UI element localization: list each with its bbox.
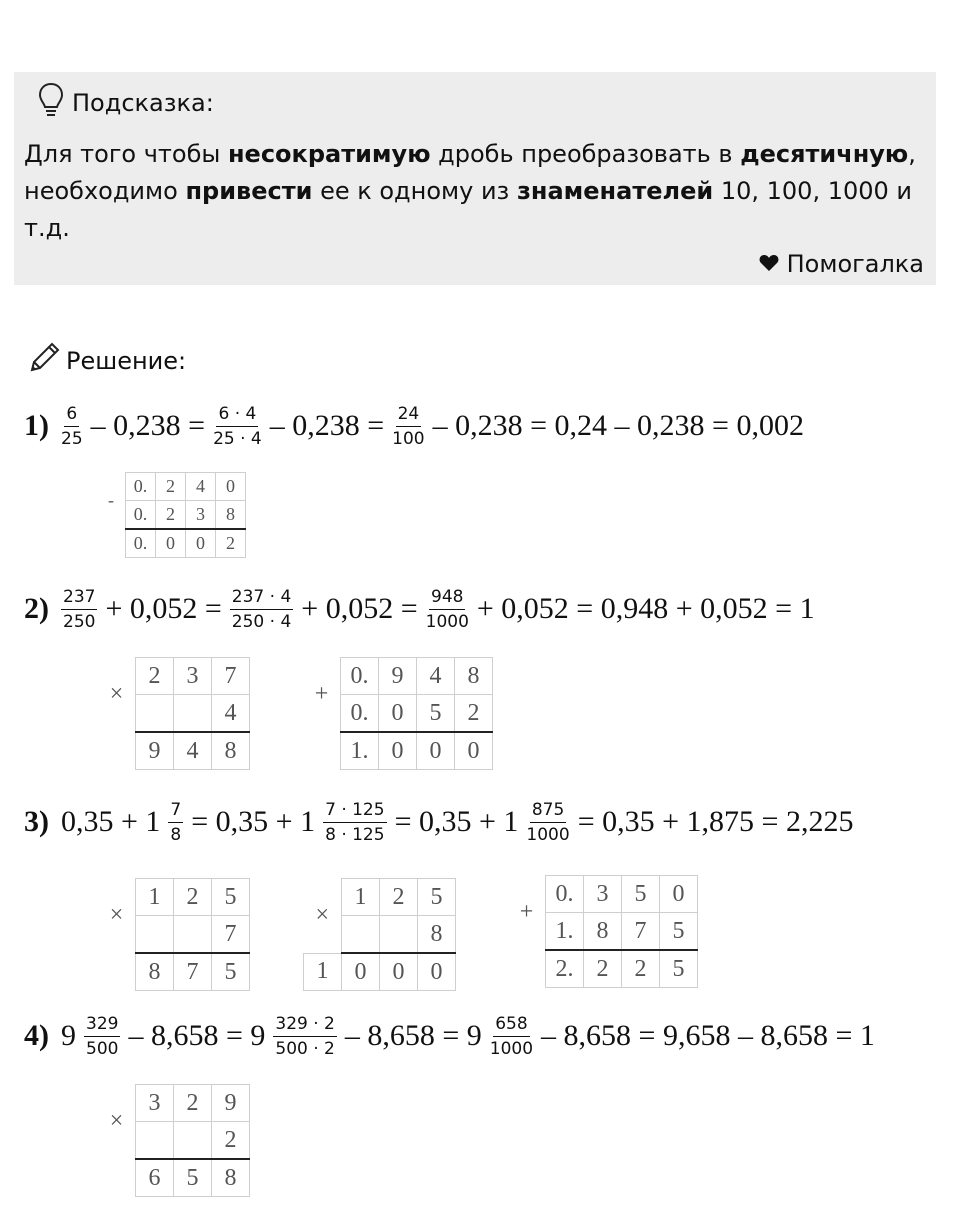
hint-keyword: привести (185, 177, 313, 205)
expression-text: 9 (61, 1019, 76, 1052)
calc-cell: 4 (212, 695, 250, 733)
calc-cell: 3 (584, 876, 622, 913)
calc-cell: 0 (379, 732, 417, 770)
expression-text: – 0,238 = (90, 409, 206, 442)
hint-text-run: , (908, 140, 916, 168)
task-number: 2) (24, 592, 49, 625)
expression-text: = 0,35 + 1 (394, 805, 519, 838)
fraction-denominator: 500 (86, 1038, 119, 1059)
calc-cell: 7 (212, 658, 250, 695)
calc-cell: 0. (126, 473, 156, 501)
fraction-numerator: 329 · 2 (273, 1014, 336, 1037)
fraction-denominator: 8 · 125 (325, 824, 385, 845)
hint-text-run: т.д. (24, 214, 70, 242)
calc-cell: 0. (126, 529, 156, 558)
hint-line (24, 136, 924, 173)
solution-header (26, 340, 186, 382)
fraction-numerator: 7 (168, 800, 183, 823)
hint-text-run: дробь преобразовать в (430, 140, 741, 168)
fraction (392, 404, 424, 449)
fraction-denominator: 1000 (526, 824, 570, 845)
operation-sign: + (303, 658, 341, 733)
calc-row (98, 879, 250, 916)
task-number: 1) (24, 409, 49, 442)
calc-cell: 0 (417, 732, 455, 770)
calc-cell (380, 916, 418, 954)
calc-cell (303, 732, 341, 770)
calc-cell: 1. (546, 913, 584, 951)
hint-keyword: знаменателей (516, 177, 714, 205)
calc-table-1 (97, 472, 246, 558)
operation-sign: × (98, 879, 136, 954)
calc-cell: 9 (212, 1085, 250, 1122)
expression-text: – 8,658 = 9 (344, 1019, 482, 1052)
hint-text (24, 136, 924, 247)
hint-text-run: 10, 100, 1000 и (713, 177, 912, 205)
calc-row (98, 1085, 250, 1122)
expression-text: = 0,35 + 1 (191, 805, 316, 838)
fraction-numerator: 948 (429, 587, 465, 610)
calc-cell: 5 (417, 695, 455, 733)
fraction (61, 587, 97, 632)
calc-cell: 8 (455, 658, 493, 695)
operation-sign: × (304, 879, 342, 954)
calc-table-4 (98, 878, 250, 991)
calc-cell: 5 (212, 953, 250, 991)
expression-text: – 8,658 = 9,658 – 8,658 = 1 (541, 1019, 875, 1052)
hint-keyword: десятичную (740, 140, 909, 168)
calc-cell: 8 (418, 916, 456, 954)
expression-text: 0,35 + 1 (61, 805, 161, 838)
fraction-numerator: 329 (84, 1014, 120, 1037)
operation-sign: × (98, 1085, 136, 1160)
fraction-numerator: 6 (64, 404, 79, 427)
expression-text: + 0,052 = 0,948 + 0,052 = 1 (476, 592, 815, 625)
fraction-denominator: 250 (63, 611, 96, 632)
fraction-denominator: 250 · 4 (231, 611, 292, 632)
operation-sign: + (508, 876, 546, 951)
calc-cell: 0 (455, 732, 493, 770)
calc-cell (98, 732, 136, 770)
calc-cell: 8 (212, 1159, 250, 1197)
heart-icon (759, 250, 779, 278)
calc-cell: 0. (341, 658, 379, 695)
calc-row (304, 953, 456, 991)
calc-cell: 0 (418, 953, 456, 991)
hint-text-run: Для того чтобы (24, 140, 228, 168)
calc-table-2 (98, 657, 250, 770)
expression-text: = 0,35 + 1,875 = 2,225 (577, 805, 854, 838)
calc-cell: 0 (660, 876, 698, 913)
calc-cell: 4 (417, 658, 455, 695)
fraction-numerator: 237 · 4 (230, 587, 293, 610)
fraction-numerator: 7 · 125 (323, 800, 386, 823)
lightbulb-icon (38, 82, 64, 124)
fraction (323, 800, 386, 845)
calc-cell: 7 (174, 953, 212, 991)
pencil-icon (26, 340, 62, 382)
hint-text-run: необходимо (24, 177, 186, 205)
brand-label: Помогалка (786, 250, 924, 278)
calc-cell: 2 (156, 473, 186, 501)
fraction (526, 800, 569, 845)
calc-cell (136, 695, 174, 733)
calc-cell: 4 (174, 732, 212, 770)
fraction (213, 404, 262, 449)
task-number: 4) (24, 1019, 49, 1052)
operation-sign: × (98, 658, 136, 733)
calc-cell (174, 695, 212, 733)
calc-cell: 5 (622, 876, 660, 913)
calc-cell: 0 (342, 953, 380, 991)
expression-text: + 0,052 = (105, 592, 222, 625)
calc-cell: 0 (380, 953, 418, 991)
calc-cell (174, 1122, 212, 1160)
fraction (61, 404, 83, 449)
calc-cell: 9 (379, 658, 417, 695)
hint-keyword: несократимую (227, 140, 431, 168)
calc-cell: 6 (136, 1159, 174, 1197)
fraction-denominator: 1000 (425, 611, 469, 632)
equation-4 (24, 1009, 879, 1063)
fraction-numerator: 24 (396, 404, 422, 427)
calc-cell: 2 (380, 879, 418, 916)
calc-cell: 4 (186, 473, 216, 501)
fraction (273, 1014, 336, 1059)
calc-row (508, 950, 698, 988)
calc-cell: 0. (546, 876, 584, 913)
calc-cell (342, 916, 380, 954)
brand-link[interactable] (759, 250, 924, 278)
fraction-denominator: 1000 (489, 1038, 534, 1059)
calc-row (97, 529, 246, 558)
calc-cell: 2 (136, 658, 174, 695)
calc-cell: 8 (136, 953, 174, 991)
hint-text-run: ее к одному из (312, 177, 517, 205)
calc-table-7 (98, 1084, 250, 1197)
fraction-numerator: 6 · 4 (216, 404, 258, 427)
calc-row (303, 658, 493, 695)
fraction-numerator: 875 (530, 800, 566, 823)
calc-cell (174, 916, 212, 954)
fraction (168, 800, 183, 845)
calc-cell: 2 (212, 1122, 250, 1160)
calc-row (304, 879, 456, 916)
calc-row (98, 732, 250, 770)
calc-cell: 1. (341, 732, 379, 770)
calc-cell: 0. (126, 501, 156, 530)
expression-text: + 0,052 = (301, 592, 418, 625)
calc-cell: 0. (341, 695, 379, 733)
calc-table-6 (508, 875, 698, 988)
calc-table-3 (303, 657, 493, 770)
hint-title: Подсказка: (72, 89, 214, 117)
hint-header (38, 82, 214, 124)
calc-cell: 2 (156, 501, 186, 530)
calc-row (303, 732, 493, 770)
calc-cell: 2 (174, 1085, 212, 1122)
calc-cell (98, 953, 136, 991)
calc-cell: 0 (156, 529, 186, 558)
expression-text: – 8,658 = 9 (128, 1019, 266, 1052)
calc-cell (98, 1159, 136, 1197)
equation-1 (24, 399, 808, 453)
calc-cell: 3 (136, 1085, 174, 1122)
hint-line (24, 210, 924, 247)
solution-title: Решение: (66, 347, 187, 375)
hint-box (14, 72, 936, 285)
expression-text: – 0,238 = 0,24 – 0,238 = 0,002 (432, 409, 804, 442)
calc-row (98, 953, 250, 991)
equation-3 (24, 795, 857, 849)
fraction-numerator: 237 (61, 587, 97, 610)
calc-cell: 8 (212, 732, 250, 770)
calc-cell: 2 (216, 529, 246, 558)
calc-cell: 5 (174, 1159, 212, 1197)
calc-cell: 1 (342, 879, 380, 916)
calc-cell: 7 (212, 916, 250, 954)
calc-cell: 2 (584, 950, 622, 988)
calc-cell: 8 (216, 501, 246, 530)
calc-row (97, 473, 246, 501)
calc-table-5 (303, 878, 456, 991)
calc-row (98, 658, 250, 695)
calc-cell: 9 (136, 732, 174, 770)
calc-cell: 0 (186, 529, 216, 558)
calc-cell: 7 (622, 913, 660, 951)
calc-cell: 0 (216, 473, 246, 501)
calc-cell: 2 (174, 879, 212, 916)
fraction-denominator: 8 (170, 824, 182, 845)
fraction (230, 587, 293, 632)
calc-cell: 2. (546, 950, 584, 988)
calc-cell: 2 (455, 695, 493, 733)
calc-cell (136, 916, 174, 954)
calc-cell: 2 (622, 950, 660, 988)
calc-cell: 8 (584, 913, 622, 951)
equation-2 (24, 582, 819, 636)
fraction (426, 587, 469, 632)
fraction-denominator: 25 (61, 428, 83, 449)
expression-text: – 0,238 = (269, 409, 385, 442)
calc-cell (136, 1122, 174, 1160)
fraction (490, 1014, 533, 1059)
calc-cell: 5 (418, 879, 456, 916)
calc-cell: 3 (174, 658, 212, 695)
calc-cell: 0 (379, 695, 417, 733)
calc-cell (508, 950, 546, 988)
task-number: 3) (24, 805, 49, 838)
calc-cell: 1 (136, 879, 174, 916)
calc-cell: 3 (186, 501, 216, 530)
calc-cell: 5 (660, 950, 698, 988)
operation-sign: - (97, 473, 126, 530)
calc-cell (97, 529, 126, 558)
calc-row (98, 1159, 250, 1197)
calc-row (508, 876, 698, 913)
fraction-numerator: 658 (493, 1014, 529, 1037)
fraction (84, 1014, 120, 1059)
calc-cell: 5 (212, 879, 250, 916)
fraction-denominator: 100 (392, 428, 425, 449)
calc-cell: 5 (660, 913, 698, 951)
fraction-denominator: 500 · 2 (275, 1038, 335, 1059)
calc-cell: 1 (304, 953, 342, 991)
fraction-denominator: 25 · 4 (213, 428, 262, 449)
hint-line (24, 173, 924, 210)
